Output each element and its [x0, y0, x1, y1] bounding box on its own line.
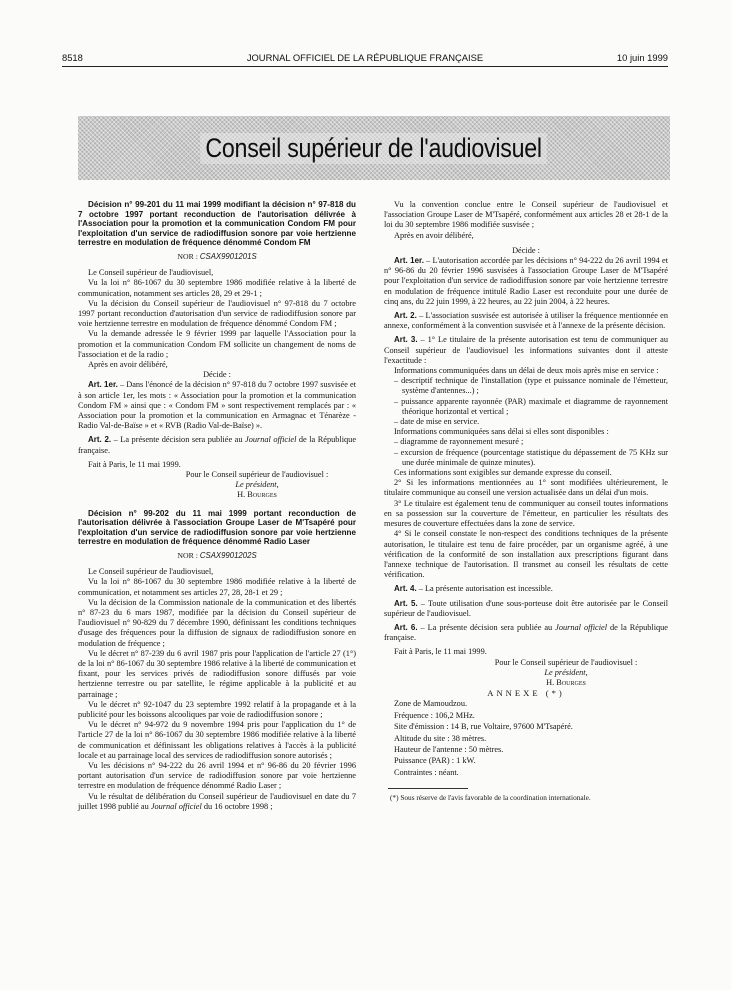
decision-1-article-1: Art. 1er. – Dans l'énoncé de la décision n° 97-818 du 7 octobre 1997 susvisée et à son article 1er, les mots : « Association pour la promotion et la communication Condom FM » ainsi que : « Condom FM » sont respectivement remplacés par : « Association pour la promotion et la communication en Armagnac et Ténarèze - Radio Val-de-Baïse » et « RVB (Radio Val-de-Baïse) ». [78, 380, 357, 431]
list-no-delay [384, 437, 668, 468]
decision-1-title: Décision n° 99-201 du 11 mai 1999 modifiant la décision n° 97-818 du 7 octobre 1997 portant reconduction de l'autorisation délivrée à l'Association pour la promotion et la communication Condom FM pour l'exploitation d'un service de radiodiffusion sonore par voie hertzienne terrestre en modulation de fréquence dénommé Condom FM [78, 200, 356, 248]
decision-1-para: Vu la demande adressée le 9 février 1999 par laquelle l'Association pour la promotion et la communication Condom FM sollicite un changement de noms de l'association et de la radio ; [78, 329, 356, 359]
footnote: (*) Sous réserve de l'avis favorable de la coordination internationale. [390, 793, 591, 803]
decision-1-decide: Décide : [203, 370, 231, 380]
info-no-delay: Informations communiquées sans délai si elles sont disponibles : [394, 427, 609, 437]
article-3-para: Ces informations sont exigibles sur demande expresse du conseil. [394, 468, 612, 478]
decision-2-para: Après en avoir délibéré, [394, 230, 474, 240]
section-banner [78, 116, 670, 180]
list-item: – excursion de fréquence (pourcentage statistique du dépassement de 75 KHz sur une durée minimale de quinze minutes). [394, 448, 668, 468]
decision-2-para: Vu la loi n° 86-1067 du 30 septembre 1986 modifiée relative à la liberté de communication, et notamment ses articles 27, 28, 28-1 et 29 ; [78, 577, 356, 597]
decision-2-article-3: Art. 3. – 1° Le titulaire de la présente autorisation est tenu de communiquer au Conseil supérieur de l'audiovisuel les informations suivantes dont il atteste l'exactitude : [384, 335, 669, 365]
article-3-para: 4° Si le conseil constate le non-respect des conditions techniques de la présente autorisation, le titulaire est tenu de faire procéder, par un organisme agréé, à une vérification de la conformité de son installation aux prescriptions figurant dans l'annexe technique de l'autorisation. Il transmet au conseil les résultats de cette vérification. [384, 529, 668, 580]
annexe-line: Altitude du site : 38 mètres. [394, 733, 487, 743]
decision-2-nor: NOR : CSAX9901202S [177, 551, 257, 561]
right-column [384, 200, 668, 803]
page-header [62, 52, 668, 63]
decision-2-article-4: Art. 4. – La présente autorisation est incessible. [394, 584, 553, 594]
issue-date: 10 juin 1999 [616, 52, 668, 63]
annexe-line: Puissance (PAR) : 1 kW. [394, 756, 476, 766]
decision-2-para: Vu le décret n° 92-1047 du 23 septembre 1992 relatif à la propagande et à la publicité pour les boissons alcooliques par voie de radiodiffusion sonore ; [78, 699, 356, 720]
list-item: – diagramme de rayonnement mesuré ; [394, 437, 668, 447]
annexe-line: Zone de Mamoudzou. [394, 699, 468, 709]
annexe-line: Fréquence : 106,2 MHz. [394, 710, 475, 720]
list-item: – puissance apparente rayonnée (PAR) maximale et diagramme de rayonnement théorique horizontal et vertical ; [394, 397, 668, 417]
decision-2-para: Vu le résultat de délibération du Conseil supérieur de l'audiovisuel en date du 7 juillet 1998 publié au Journal officiel du 16 octobre 1998 ; [78, 791, 356, 811]
decision-2-para: Vu la convention conclue entre le Conseil supérieur de l'audiovisuel et l'association Groupe Laser de M'Tsapéré, conformément aux articles 28 et 28-1 de la loi du 30 septembre 1986 modifiée susvisée ; [384, 200, 668, 230]
annexe [384, 698, 668, 778]
decision-2-article-6: Art. 6. – La présente décision sera publiée au Journal officiel de la République française. [384, 622, 668, 643]
decision-1-sig-for: Pour le Conseil supérieur de l'audiovisuel : [185, 470, 329, 480]
decision-1-para: Après en avoir délibéré, [88, 360, 168, 369]
decision-2-sig-name: H. Bourges [546, 677, 586, 687]
decision-1-done: Fait à Paris, le 11 mai 1999. [88, 459, 181, 469]
left-column [78, 200, 356, 812]
header-rule [62, 66, 668, 67]
decision-2-para: Vu les décisions n° 94-222 du 26 avril 1994 et n° 96-86 du 20 février 1996 portant autorisation d'un service de radiodiffusion sonore par voie hertzienne terrestre en modulation de fréquence dénommé Radio Laser ; [78, 761, 356, 791]
list-item: – descriptif technique de l'installation (type et puissance nominale de l'émetteur, système d'antennes...) ; [394, 376, 668, 396]
info-two-months: Informations communiquées dans un délai de deux mois après mise en service : [394, 366, 659, 376]
decision-1-article-2: Art. 2. – La présente décision sera publiée au Journal officiel de la République française. [78, 435, 356, 455]
annexe-title: ANNEXE (*) [487, 688, 565, 699]
decision-1-para: Vu la loi n° 86-1067 du 30 septembre 1986 modifiée relative à la liberté de communication, notamment ses articles 28, 29 et 29-1 ; [78, 278, 356, 298]
decision-1-para: Le Conseil supérieur de l'audiovisuel, [88, 268, 214, 278]
annexe-line: Hauteur de l'antenne : 50 mètres. [394, 744, 504, 754]
decision-2-para: Vu le décret n° 94-972 du 9 novembre 1994 pris pour l'application du 1° de l'article 27 de la loi n° 86-1067 du 30 septembre 1986 modifiée relative à la liberté de communication et définissant les obligations relatives à l'accès à la publicité locale et au parrainage local des services de radiodiffusion sonore autorisés ; [78, 720, 356, 760]
decision-1-sig-name: H. Bourges [237, 490, 277, 500]
journal-title: JOURNAL OFFICIEL DE LA RÉPUBLIQUE FRANÇAISE [246, 52, 484, 63]
decision-2-title: Décision n° 99-202 du 11 mai 1999 portant reconduction de l'autorisation délivrée à l'association Groupe Laser de M'Tsapéré pour l'exploitation d'un service de radiodiffusion sonore par voie hertzienne terrestre en modulation de fréquence dénommé Radio Laser [78, 508, 356, 547]
decision-1-nor: NOR : CSAX9901201S [177, 251, 257, 261]
decision-2-para: Le Conseil supérieur de l'audiovisuel, [88, 567, 214, 577]
decision-2-article-5: Art. 5. – Toute utilisation d'une sous-porteuse doit être autorisée par le Conseil supérieur de l'audiovisuel. [384, 598, 669, 618]
page-number: 8518 [62, 52, 83, 63]
article-3-para: 3° Le titulaire est également tenu de communiquer au conseil toutes informations en sa possession sur la couverture de l'émetteur, en particulier les résultats des mesures de couverture effectuées dans la zone de service. [384, 498, 668, 529]
decision-1-para: Vu la décision du Conseil supérieur de l'audiovisuel n° 97-818 du 7 octobre 1997 portant reconduction d'autorisation d'un service de radiodiffusion sonore par voie hertzienne terrestre en modulation de fréquence dénommé Condom FM ; [78, 298, 356, 329]
decision-2-article-2: Art. 2. – L'association susvisée est autorisée à utiliser la fréquence mentionnée en annexe, conformément à la convention susvisée et à l'annexe de la présente décision. [384, 311, 668, 331]
decision-1-sig-role: Le président, [235, 480, 279, 490]
decision-2-sig-role: Le président, [544, 667, 588, 677]
list-item: – date de mise en service. [394, 417, 668, 427]
list-two-months [384, 376, 668, 427]
decision-2-article-1: Art. 1er. – L'autorisation accordée par les décisions n° 94-222 du 26 avril 1994 et n° 96-86 du 20 février 1996 susvisées à l'association Groupe Laser de M'Tsapéré pour l'exploitation d'un service de radiodiffusion sonore par voie hertzienne terrestre en modulation de fréquence intitulé Radio Laser est reconduite pour une durée de cinq ans, du 22 juin 1999, à 22 heures, au 22 juin 2004, à 22 heures. [384, 256, 668, 306]
annexe-line: Contraintes : néant. [394, 767, 459, 777]
decision-2-para: Vu la décision de la Commission nationale de la communication et des libertés n° 87-23 du 6 mars 1987, modifiée par la décision du Conseil supérieur de l'audiovisuel n° 90-829 du 7 décembre 1990, définissant les conditions techniques d'usage des fréquences pour la diffusion de signaux de radiodiffusion sonore en modulation de fréquence ; [78, 597, 356, 648]
annexe-line: Site d'émission : 14 B, rue Voltaire, 97600 M'Tsapéré. [394, 722, 573, 732]
footnote-rule [388, 788, 468, 789]
decision-2-para: Vu le décret n° 87-239 du 6 avril 1987 pris pour l'application de l'article 27 (1°) de la loi n° 86-1067 du 30 septembre 1986 relative à la liberté de communication et fixant, pour les services privés de radiodiffusion sonore diffusés par voie hertzienne terrestre ou par satellite, le régime applicable à la publicité et au parrainage ; [78, 648, 356, 699]
decision-2-decide: Décide : [512, 245, 540, 255]
banner-title: Conseil supérieur de l'audiovisuel [201, 133, 548, 164]
decision-2-done: Fait à Paris, le 11 mai 1999. [394, 647, 487, 657]
decision-2-sig-for: Pour le Conseil supérieur de l'audiovisuel : [494, 657, 638, 667]
article-3-para: 2° Si les informations mentionnées au 1° sont modifiées ultérieurement, le titulaire communique au conseil une version actualisée dans un délai d'un mois. [384, 478, 668, 498]
